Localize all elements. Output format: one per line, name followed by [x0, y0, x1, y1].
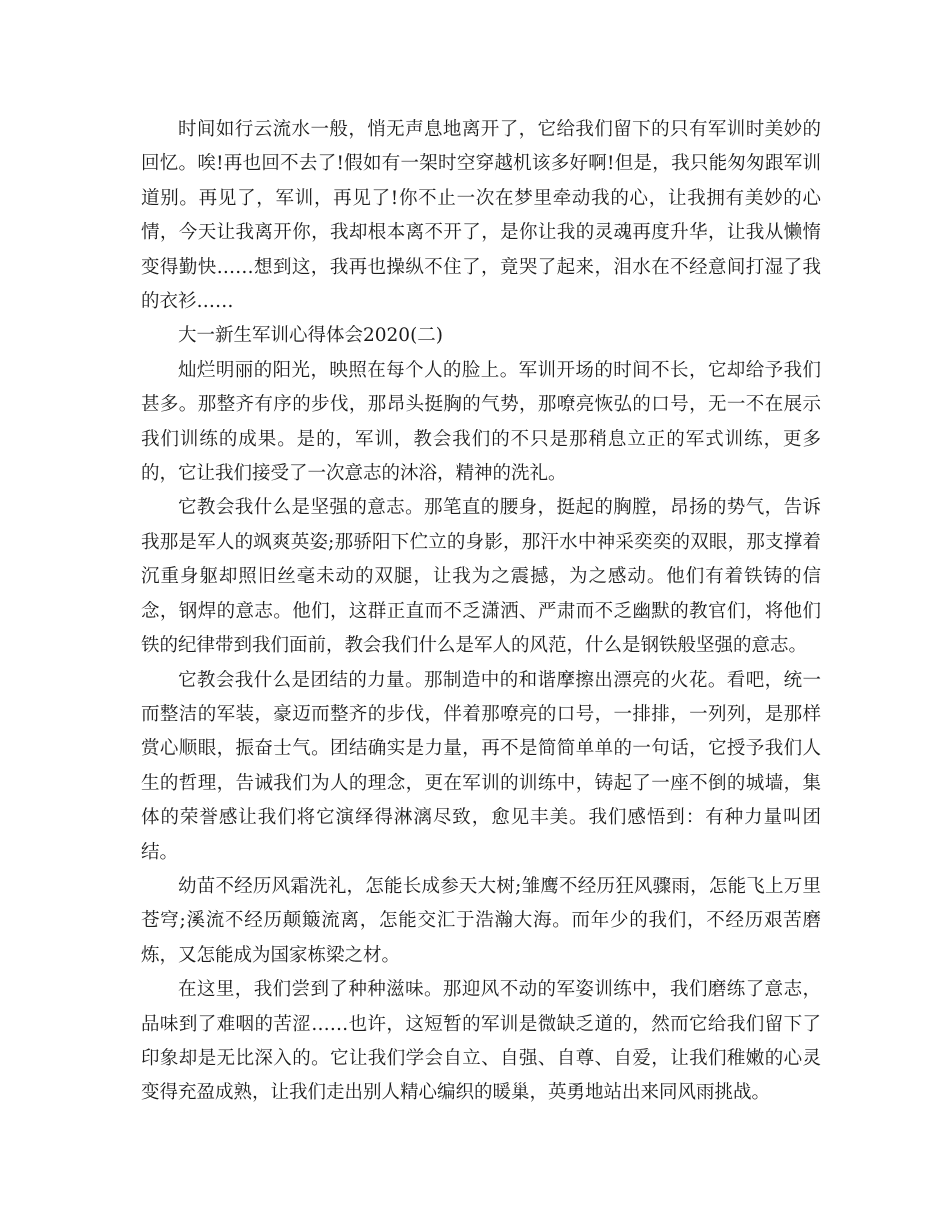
paragraph-memories: 时间如行云流水一般，悄无声息地离开了，它给我们留下的只有军训时美妙的回忆。唉!再也回不去了!假如有一架时空穿越机该多好啊!但是，我只能匆匆跟军训道别。再见了，军训，再见了!你不止一次在梦里牵动我的心，让我拥有美妙的心情，今天让我离开你，我却根本离不开了，是你让我的灵魂再度升华，让我从懒惰变得勤快……想到这，我再也操纵不住了，竟哭了起来，泪水在不经意间打湿了我的衣衫……	[141, 119, 821, 313]
paragraph-unity: 它教会我什么是团结的力量。那制造中的和谐摩擦出漂亮的火花。看吧，统一而整洁的军装，豪迈而整齐的步伐，伴着那嘹亮的口号，一排排，一列列，是那样赏心顺眼，振奋士气。团结确实是力量，再不是简简单单的一句话，它授予我们人生的哲理，告诫我们为人的理念，更在军训的训练中，铸起了一座不倒的城墙，集体的荣誉感让我们将它演绎得淋漓尽致，愈见丰美。我们感悟到：有种力量叫团结。	[141, 669, 821, 863]
section-heading: 大一新生军训心得体会2020(二)	[178, 325, 444, 347]
document-body	[141, 113, 821, 1111]
paragraph-sunshine: 灿烂明丽的阳光，映照在每个人的脸上。军训开场的时间不长，它却给予我们甚多。那整齐有序的步伐，那昂头挺胸的气势，那嘹亮恢弘的口号，无一不在展示我们训练的成果。是的，军训，教会我们的不只是那稍息立正的军式训练，更多的，它让我们接受了一次意志的沐浴，精神的洗礼。	[141, 359, 821, 485]
paragraph-tastes: 在这里，我们尝到了种种滋味。那迎风不动的军姿训练中，我们磨练了意志，品味到了难咽的苦涩……也许，这短暂的军训是微缺乏道的，然而它给我们留下了印象却是无比深入的。它让我们学会自立、自强、自尊、自爱，让我们稚嫩的心灵变得充盈成熟，让我们走出别人精心编织的暖巢，英勇地站出来同风雨挑战。	[141, 979, 821, 1104]
paragraph-seedlings: 幼苗不经历风霜洗礼，怎能长成参天大树;雏鹰不经历狂风骤雨，怎能飞上万里苍穹;溪流不经历颠簸流离，怎能交汇于浩瀚大海。而年少的我们，不经历艰苦磨炼，又怎能成为国家栋梁之材。	[141, 875, 821, 966]
paragraph-strong-will: 它教会我什么是坚强的意志。那笔直的腰身，挺起的胸膛，昂扬的势气，告诉我那是军人的飒爽英姿;那骄阳下伫立的身影，那汗水中神采奕奕的双眼，那支撑着沉重身躯却照旧丝毫未动的双腿，让我为之震撼，为之感动。他们有着铁铸的信念，钢焊的意志。他们，这群正直而不乏潇洒、严肃而不乏幽默的教官们，将他们铁的纪律带到我们面前，教会我们什么是军人的风范，什么是钢铁般坚强的意志。	[141, 497, 821, 657]
